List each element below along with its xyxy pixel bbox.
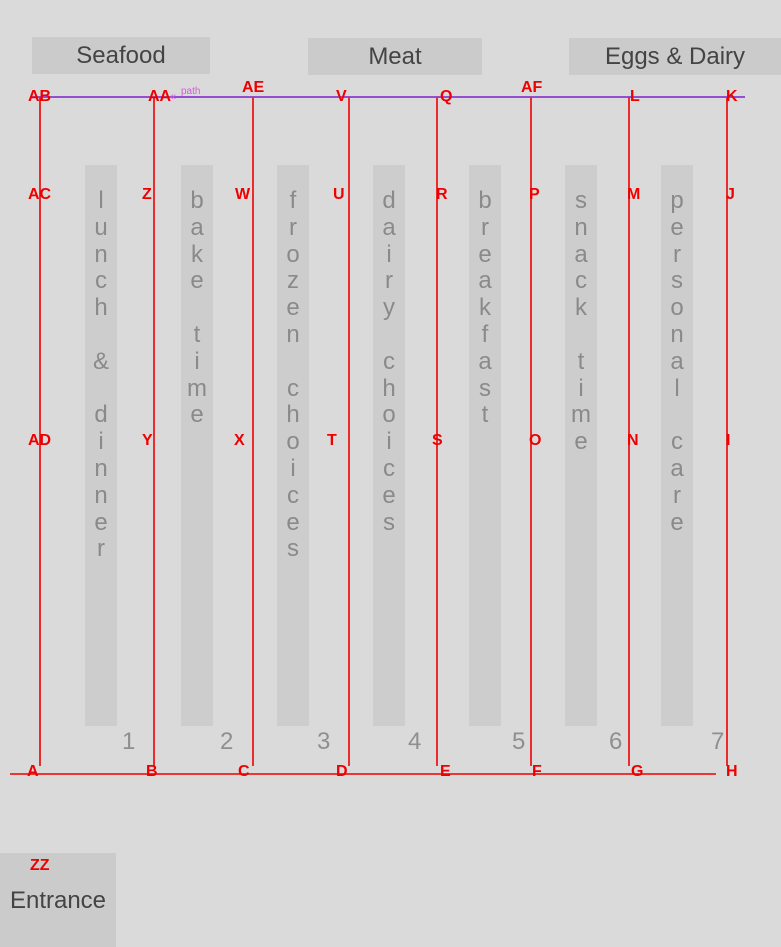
- aisle-name: p e r s o n a l c a r e: [670, 187, 684, 536]
- node-label: W: [235, 186, 251, 203]
- node-label: X: [234, 432, 245, 449]
- aisle-name: f r o z e n c h o i c e s: [286, 187, 300, 563]
- node-label: K: [726, 88, 738, 105]
- node-label: AD: [28, 432, 52, 449]
- node-label: AF: [521, 79, 543, 96]
- aisle-number: 3: [317, 728, 331, 755]
- node-label: AA: [148, 88, 172, 105]
- node-label: H: [726, 763, 738, 780]
- department-eggs-dairy: Eggs & Dairy: [569, 38, 781, 75]
- aisle-name: s n a c k t i m e: [571, 187, 591, 456]
- aisle-name: l u n c h & d i n n e r: [92, 187, 109, 563]
- node-label: R: [436, 186, 448, 203]
- node-label: P: [529, 186, 540, 203]
- aisle-name: b r e a k f a s t: [478, 187, 492, 429]
- node-label: S: [432, 432, 443, 449]
- path-marker-icon: «: [170, 91, 177, 103]
- entrance: Entrance: [0, 853, 116, 947]
- node-label: N: [627, 432, 639, 449]
- node-label: I: [726, 432, 731, 449]
- aisle-number: 4: [408, 728, 422, 755]
- department-seafood: Seafood: [32, 37, 210, 74]
- node-label: F: [532, 763, 542, 780]
- node-label: Z: [142, 186, 152, 203]
- node-label: Y: [142, 432, 153, 449]
- department-meat: Meat: [308, 38, 482, 75]
- aisle-name: d a i r y c h o i c e s: [382, 187, 396, 536]
- aisle-name: b a k e t i m e: [187, 187, 207, 429]
- node-label: E: [440, 763, 451, 780]
- node-label: M: [627, 186, 641, 203]
- aisle-number: 6: [609, 728, 623, 755]
- node-label: T: [327, 432, 337, 449]
- node-label: O: [529, 432, 542, 449]
- node-label: AE: [242, 79, 265, 96]
- node-label: U: [333, 186, 345, 203]
- path-label: path: [181, 86, 201, 97]
- node-label: J: [726, 186, 735, 203]
- node-label: C: [238, 763, 250, 780]
- node-label: Q: [440, 88, 453, 105]
- node-label: D: [336, 763, 348, 780]
- aisle-number: 1: [122, 728, 136, 755]
- node-label: V: [336, 88, 347, 105]
- node-label: G: [631, 763, 644, 780]
- node-label: AB: [28, 88, 52, 105]
- node-label: B: [146, 763, 158, 780]
- node-label: AC: [28, 186, 52, 203]
- aisle-number: 2: [220, 728, 234, 755]
- node-label: L: [630, 88, 640, 105]
- node-label-zz: ZZ: [30, 857, 50, 874]
- aisle-number: 5: [512, 728, 526, 755]
- aisle-number: 7: [711, 728, 725, 755]
- node-label: A: [27, 763, 39, 780]
